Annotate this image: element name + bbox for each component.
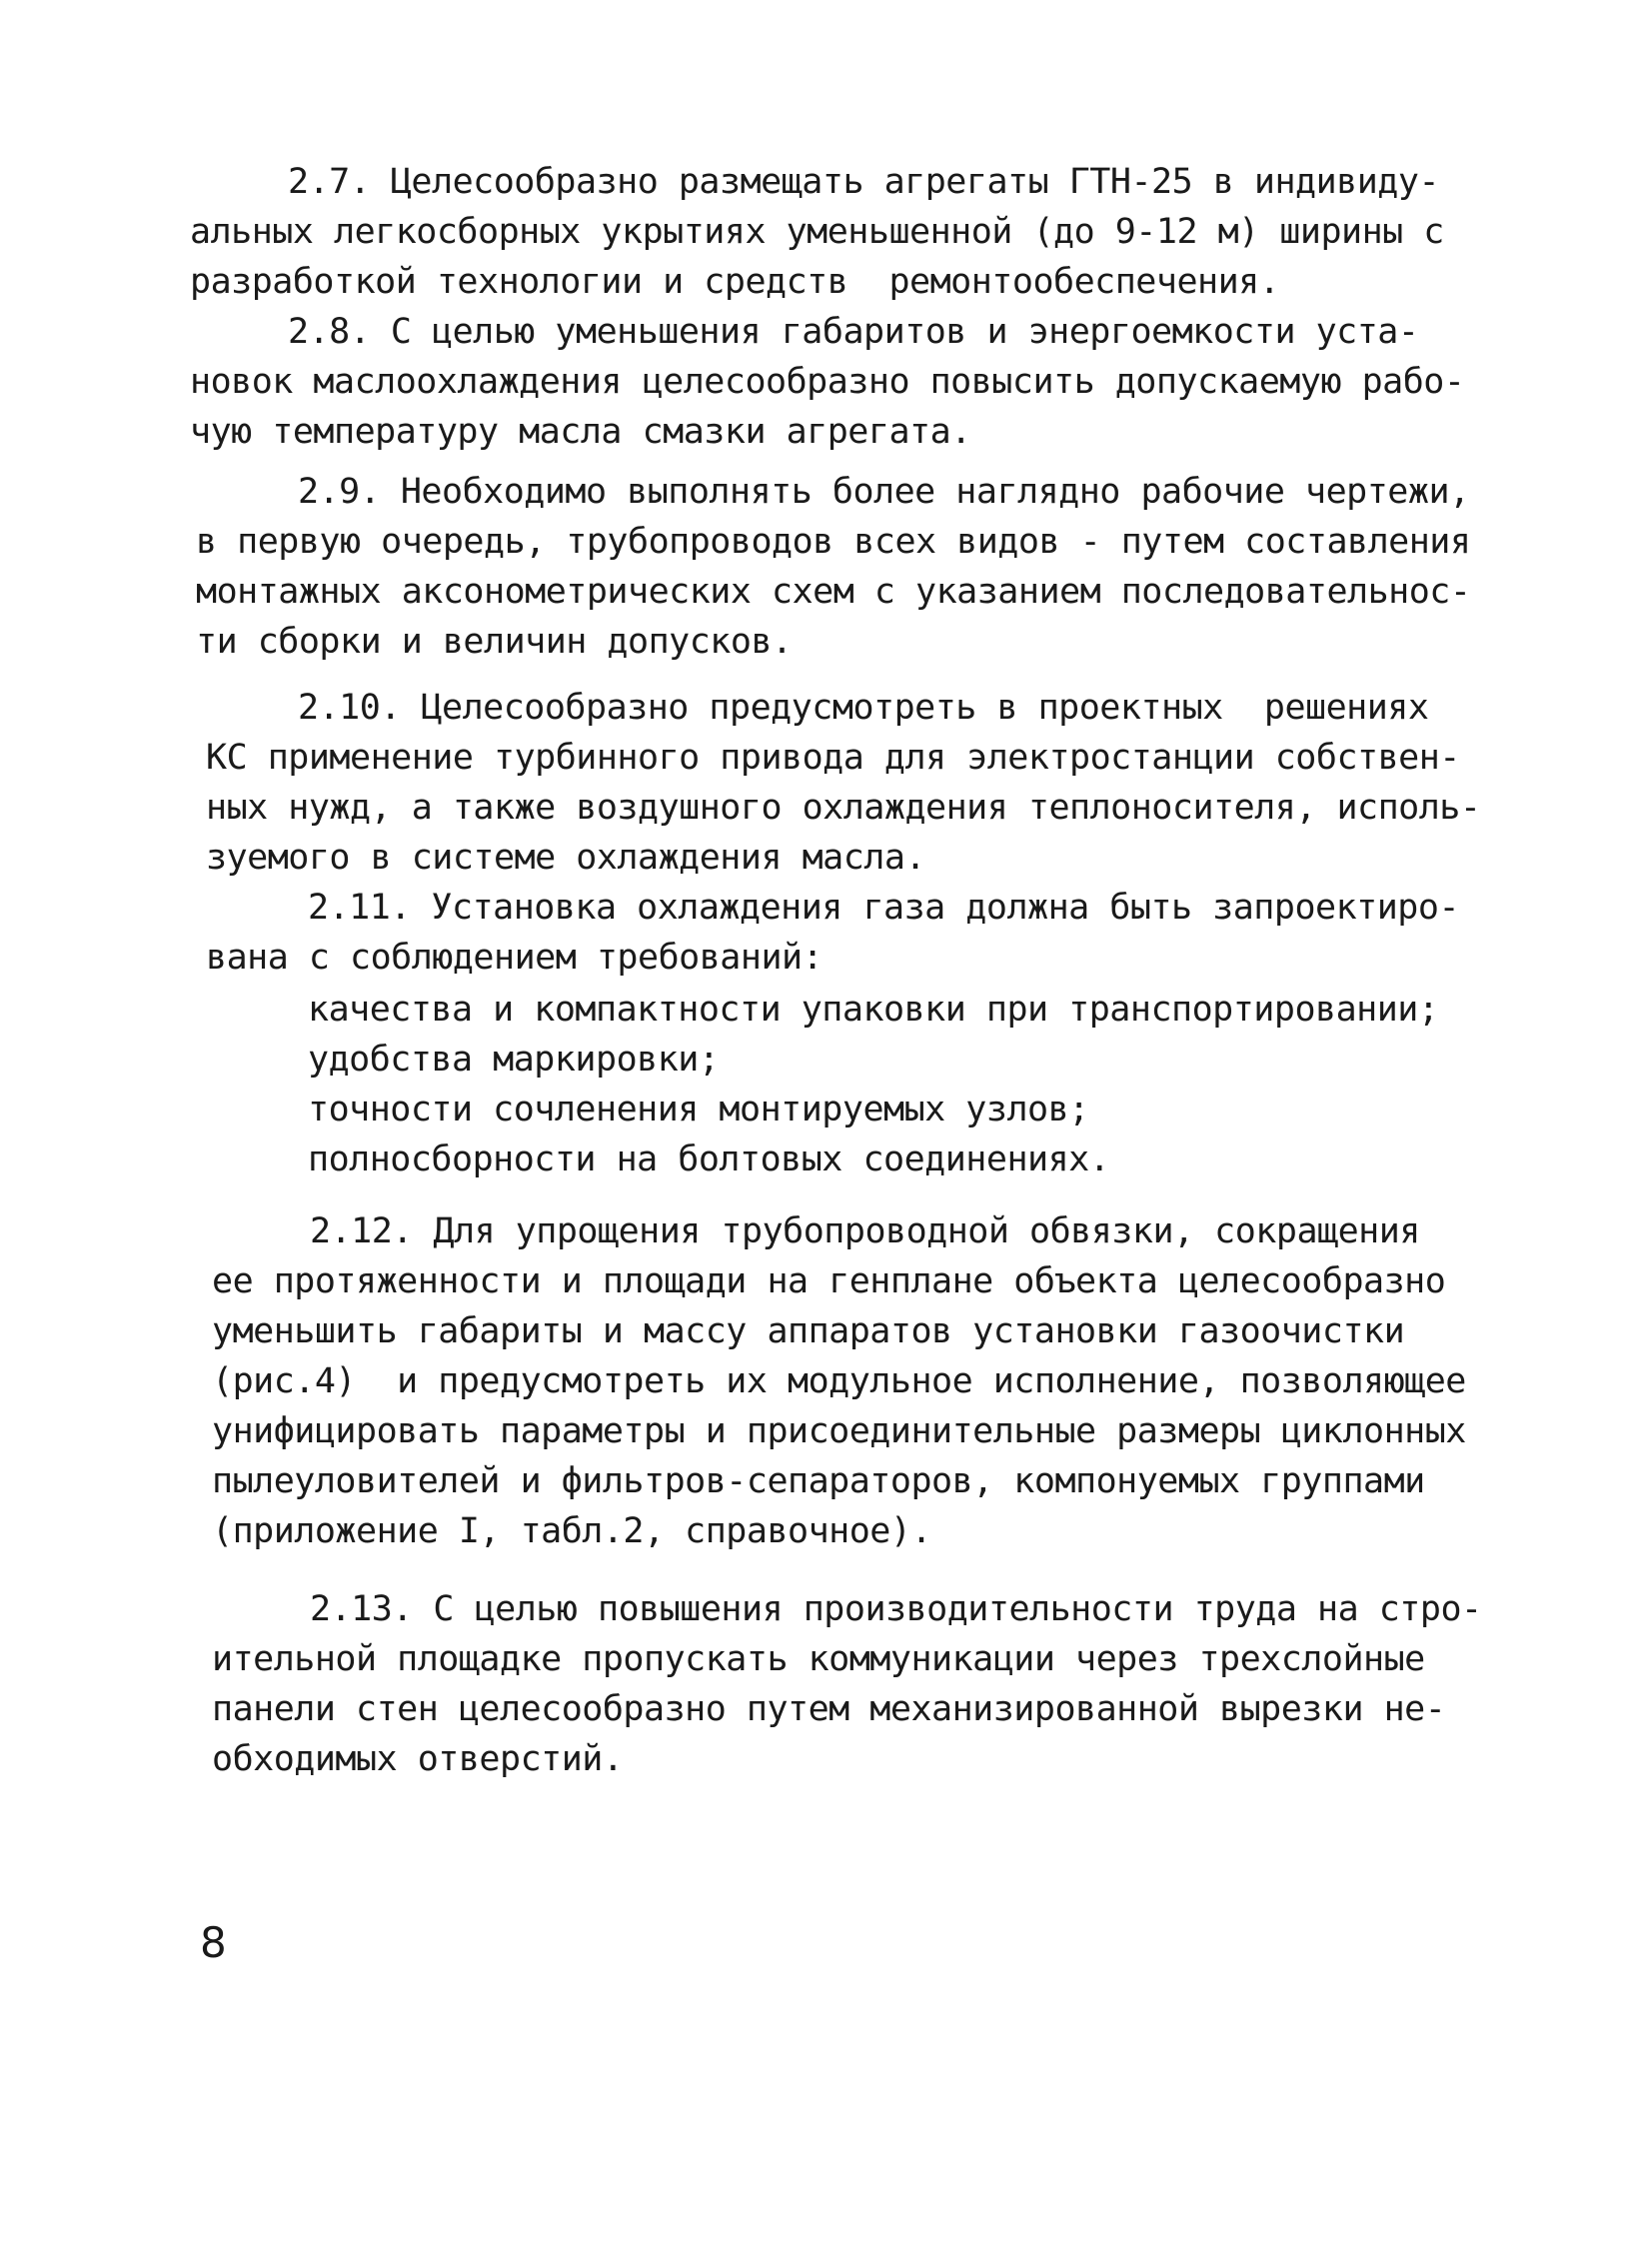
text-line: пылеуловителей и фильтров-сепараторов, компонуемых группами [212,1461,1425,1501]
text-line: 2.7. Целесообразно размещать агрегаты ГТН-25 в индивиду- [288,162,1440,202]
text-line: 2.13. С целью повышения производительности труда на стро- [310,1589,1482,1629]
text-line: разработкой технологии и средств ремонтообеспечения. [190,262,1280,302]
text-line: чую температуру масла смазки агрегата. [190,412,971,452]
text-line: монтажных аксонометрических схем с указанием последовательнос- [196,572,1471,612]
page-number: 8 [200,1918,227,1967]
list-item: полносборности на болтовых соединениях. [308,1139,1110,1179]
text-line: 2.12. Для упрощения трубопроводной обвязки, сокращения [310,1211,1420,1251]
text-line: ее протяженности и площади на генплане объекта целесообразно [212,1261,1446,1301]
text-line: 2.8. С целью уменьшения габаритов и энергоемкости уста- [288,312,1419,352]
text-line: (приложение I, табл.2, справочное). [212,1511,932,1551]
text-line: зуемого в системе охлаждения масла. [206,838,926,878]
text-line: новок маслоохлаждения целесообразно повысить допускаемую рабо- [190,362,1465,402]
list-item: удобства маркировки; [308,1040,720,1080]
text-line: 2.10. Целесообразно предусмотреть в проектных решениях [298,688,1429,728]
text-line: панели стен целесообразно путем механизированной вырезки не- [212,1689,1446,1729]
list-item: точности сочленения монтируемых узлов; [308,1090,1089,1129]
text-line: (рис.4) и предусмотреть их модульное исполнение, позволяющее [212,1361,1466,1401]
text-line: вана с соблюдением требований: [206,938,824,978]
text-line: 2.9. Необходимо выполнять более наглядно рабочие чертежи, [298,472,1470,512]
text-line: ти сборки и величин допусков. [196,622,793,662]
text-line: альных легкосборных укрытиях уменьшенной (до 9-12 м) ширины с [190,212,1444,252]
text-line: КС применение турбинного привода для электростанции собствен- [206,738,1460,778]
text-line: уменьшить габариты и массу аппаратов установки газоочистки [212,1311,1405,1351]
text-line: в первую очередь, трубопроводов всех видов - путем составления [196,522,1471,562]
list-item: качества и компактности упаковки при транспортировании; [308,990,1439,1030]
text-line: обходимых отверстий. [212,1739,624,1779]
text-line: 2.11. Установка охлаждения газа должна быть запроектиро- [308,888,1460,928]
text-line: ительной площадке пропускать коммуникации через трехслойные [212,1639,1425,1679]
text-line: унифицировать параметры и присоединительные размеры циклонных [212,1411,1466,1451]
text-line: ных нужд, а также воздушного охлаждения теплоносителя, исполь- [206,788,1481,828]
